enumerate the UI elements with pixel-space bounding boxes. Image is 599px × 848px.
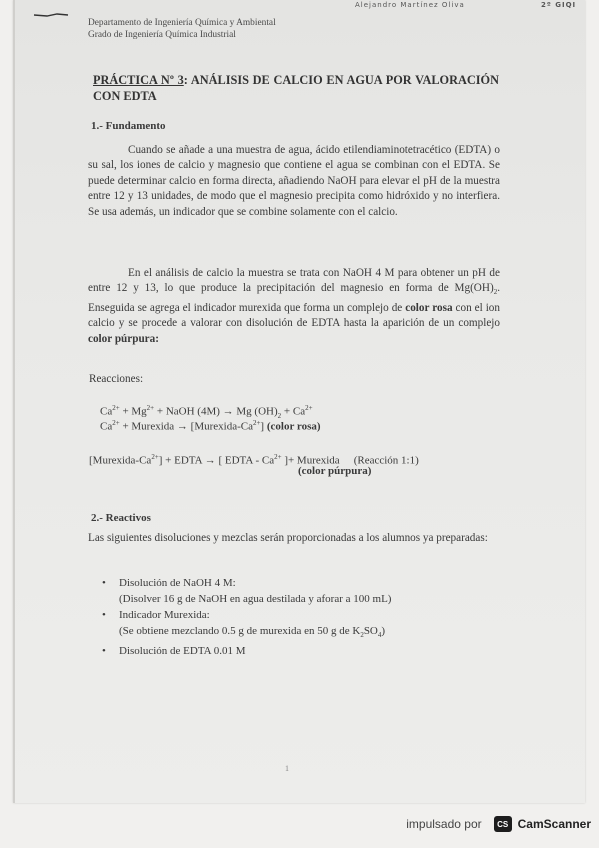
bullet-icon: • [102,645,106,658]
r1-ca2-charge: 2+ [305,404,313,412]
section-heading-reactivos: 2.- Reactivos [91,512,151,524]
r3-middle: ] + EDTA → [ EDTA - Ca [158,454,275,467]
r2-close: ] [260,420,267,433]
r3-color: (color púrpura) [298,465,372,477]
p2-subscript: 2 [493,288,498,297]
color-rosa-bold: color rosa [405,302,453,315]
r2-ca-charge: 2+ [112,419,120,427]
p2-text-b: . Enseguida se agrega el indicador murexida que forma un complejo de [88,282,500,315]
camscanner-brand: CamScanner [517,817,591,831]
r2-middle: + Murexida → [Murexida-Ca [119,420,253,433]
footer-prefix: impulsado por [406,817,482,831]
handwritten-group: 2º GIQI [541,1,577,9]
r1-oh-sub: 2 [277,411,282,420]
color-purpura-bold: color púrpura: [88,332,159,345]
paragraph-2 [88,266,500,347]
title-text: : ANÁLISIS DE CALCIO EN AGUA POR VALORACIÓN CON EDTA [93,73,499,103]
r2-ca: Ca [100,420,113,433]
reagent-title: Disolución de EDTA 0.01 M [119,645,246,658]
reaction-2 [100,416,321,434]
handwritten-name: Alejandro Martínez Oliva [355,1,465,9]
reagent-title: Indicador Murexida: [119,609,210,621]
list-item [102,575,391,607]
bullet-icon: • [102,577,106,589]
header-block [88,17,276,41]
r3-ratio: (Reacción 1:1) [353,454,419,467]
bullet-icon: • [102,609,106,621]
detail-a: (Se obtiene mezclando 0.5 g de murexida en 50 g de K [119,625,361,637]
camscanner-logo-icon: CS [494,816,512,832]
department-line: Departamento de Ingeniería Química y Ambiental [88,18,276,28]
r1-ca: Ca [100,405,113,418]
r2-mc-charge: 2+ [252,419,261,427]
p2-text-c: con el ion calcio y se procede a valorar con disolución de EDTA hasta la aparición de un complejo [88,302,500,330]
document-title [93,72,499,104]
r1-mg-charge: 2+ [146,404,155,412]
paragraph-1 [88,143,500,220]
reagent-detail: (Disolver 16 g de NaOH en agua destilada y aforar a 100 mL) [119,593,392,605]
list-item [102,607,391,643]
reagent-detail [119,623,391,643]
r3-mc-charge: 2+ [151,453,159,461]
detail-sub2: 4 [377,631,382,640]
paragraph-1-text: Cuando se añade a una muestra de agua, ácido etilendiaminotetracético (EDTA) o su sal, los iones de calcio y magnesio que contiene el agua se combinan con el EDTA. Se puede determinar calcio en forma directa, añadiendo NaOH para elevar el pH de la muestra entre 12 y 13 unidades, de modo que el magnesio precipita como hidróxido y no interfiera. Se usa además, un indicador que se combine solamente con el calcio. [88,144,500,218]
r1-ca-charge: 2+ [112,404,120,412]
reagent-title: Disolución de NaOH 4 M: [119,577,236,589]
r1-mg: + Mg [119,405,147,418]
detail-c: ) [381,625,386,637]
r3-open: [Murexida-Ca [89,454,152,467]
list-item [102,643,391,659]
reagent-list [102,575,391,659]
page-number: 1 [285,764,289,773]
degree-line: Grado de Ingeniería Química Industrial [88,30,236,40]
detail-sub1: 2 [360,631,364,640]
camscanner-footer [406,813,591,835]
detail-b: SO [363,625,378,637]
pen-mark [33,12,69,18]
page-edge [13,0,15,803]
reactions-label: Reacciones: [89,373,144,385]
r1-ca2: + Ca [281,405,306,418]
reagents-intro: Las siguientes disoluciones y mezclas serán proporcionadas a los alumnos ya preparadas: [88,532,488,544]
r3-close: ]+ Murexida [281,454,340,467]
r2-color: (color rosa) [266,420,321,433]
r3-ec-charge: 2+ [274,453,282,461]
r1-naoh: + NaOH (4M) → Mg (OH) [154,405,278,418]
practice-number: PRÁCTICA Nº 3 [93,73,184,87]
reaction-3-color [298,464,371,478]
p2-text-a: En el análisis de calcio la muestra se trata con NaOH 4 M para obtener un pH de entre 12 y 13, lo que produce la precipitación del magnesio en forma de Mg(OH) [88,267,500,295]
section-heading-fundamento: 1.- Fundamento [91,120,166,132]
